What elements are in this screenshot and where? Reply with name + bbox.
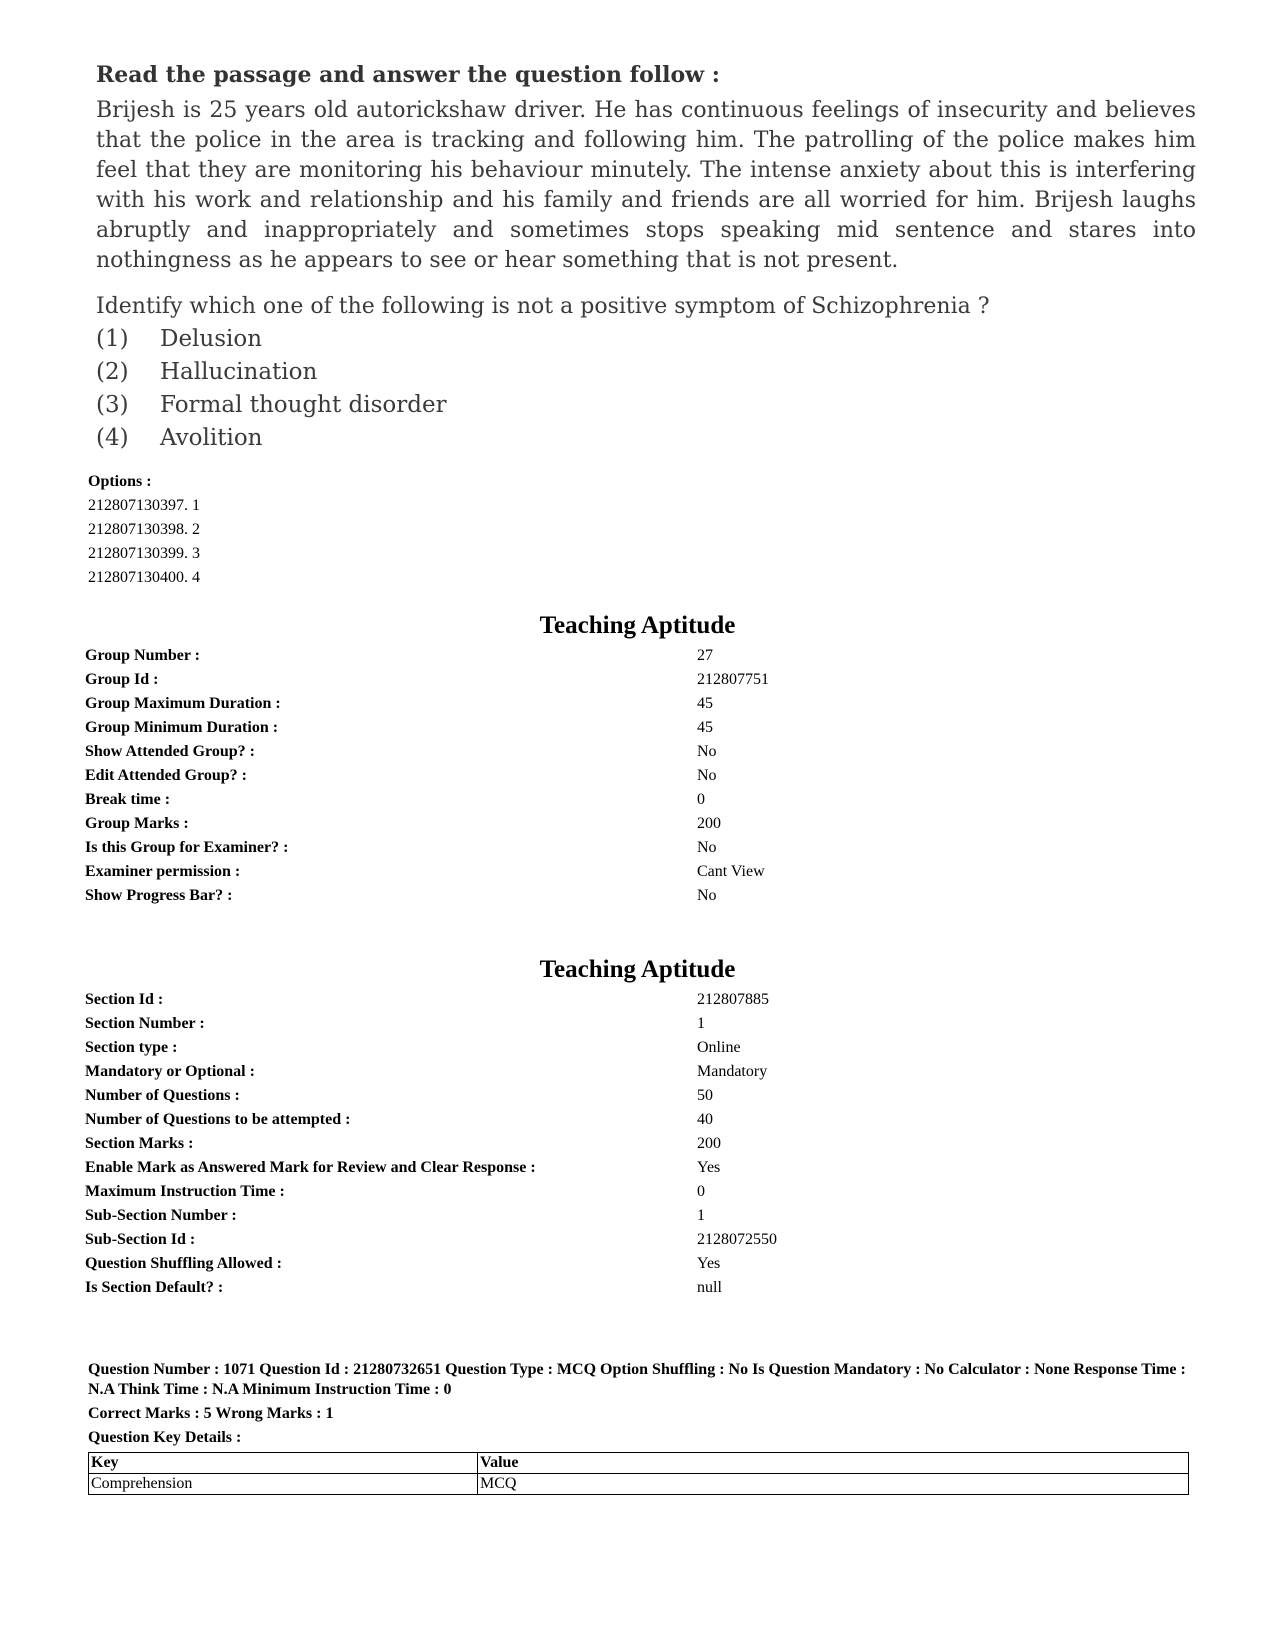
group-key: Show Attended Group? : bbox=[85, 743, 255, 760]
table-header-value: Value bbox=[478, 1453, 1189, 1474]
section-row bbox=[85, 1036, 1185, 1060]
choice-number: (3) bbox=[96, 392, 129, 418]
section-row bbox=[85, 1012, 1185, 1036]
section-row bbox=[85, 1108, 1185, 1132]
group-value: 45 bbox=[697, 695, 713, 712]
options-title: Options : bbox=[88, 473, 152, 490]
question-marks: Correct Marks : 5 Wrong Marks : 1 bbox=[88, 1405, 334, 1422]
choice-number: (4) bbox=[96, 425, 129, 451]
group-value: 200 bbox=[697, 815, 721, 832]
group-row bbox=[85, 788, 1185, 812]
choice-text: Delusion bbox=[160, 326, 263, 352]
passage-text: Brijesh is 25 years old autorickshaw driver. He has continuous feelings of insecurity and believes that the police in the area is tracking and following him. The patrolling of the police makes him feel that they are monitoring his behaviour minutely. The intense anxiety about this is interfering with his work and relationship and his family and friends are all worried for him. Brijesh laughs abruptly and inappropriately and sometimes stops speaking mid sentence and stares into nothingness as he appears to see or hear something that is not present. bbox=[96, 98, 1196, 273]
section-value: null bbox=[697, 1279, 722, 1296]
group-row bbox=[85, 764, 1185, 788]
section-row bbox=[85, 1252, 1185, 1276]
question-key-heading: Question Key Details : bbox=[88, 1429, 242, 1446]
question-key-table bbox=[88, 1452, 1189, 1495]
option-item: 212807130398. 2 bbox=[88, 521, 200, 538]
group-row bbox=[85, 692, 1185, 716]
group-value: No bbox=[697, 887, 717, 904]
section-key: Number of Questions to be attempted : bbox=[85, 1111, 351, 1128]
table-header-row bbox=[89, 1453, 1189, 1474]
section-key: Question Shuffling Allowed : bbox=[85, 1255, 282, 1272]
group-value: 212807751 bbox=[697, 671, 769, 688]
group-value: No bbox=[697, 839, 717, 856]
group-row bbox=[85, 716, 1185, 740]
question-meta: Question Number : 1071 Question Id : 21280732651 Question Type : MCQ Option Shuffling : No Is Question Mandatory : No Calculator : None Response Time : N.A Think Time : N.A Minimum Instruction Time : 0 bbox=[88, 1361, 1186, 1398]
section-value: Yes bbox=[697, 1255, 721, 1272]
section-row bbox=[85, 1156, 1185, 1180]
question-info bbox=[88, 1360, 1198, 1452]
section-key: Sub-Section Number : bbox=[85, 1207, 237, 1224]
section-value: 50 bbox=[697, 1087, 713, 1104]
group-key: Break time : bbox=[85, 791, 171, 808]
section-row bbox=[85, 1204, 1185, 1228]
group-value: Cant View bbox=[697, 863, 765, 880]
section-row bbox=[85, 1084, 1185, 1108]
group-row bbox=[85, 644, 1185, 668]
group-row bbox=[85, 836, 1185, 860]
group-value: No bbox=[697, 743, 717, 760]
section-value: Online bbox=[697, 1039, 741, 1056]
section-row bbox=[85, 988, 1185, 1012]
section-key: Enable Mark as Answered Mark for Review and Clear Response : bbox=[85, 1159, 536, 1176]
group-key: Examiner permission : bbox=[85, 863, 241, 880]
group-value: 45 bbox=[697, 719, 713, 736]
section-row bbox=[85, 1132, 1185, 1156]
passage-question: Identify which one of the following is not a positive symptom of Schizophrenia ? bbox=[96, 294, 990, 319]
choice-item bbox=[96, 356, 1196, 389]
section-value: Yes bbox=[697, 1159, 721, 1176]
option-item: 212807130400. 4 bbox=[88, 569, 200, 586]
option-item: 212807130397. 1 bbox=[88, 497, 200, 514]
section-value: 0 bbox=[697, 1183, 705, 1200]
section-key: Sub-Section Id : bbox=[85, 1231, 196, 1248]
table-header-key: Key bbox=[89, 1453, 478, 1474]
choice-item bbox=[96, 422, 1196, 455]
group-title: Teaching Aptitude bbox=[539, 612, 736, 639]
section-value: 2128072550 bbox=[697, 1231, 777, 1248]
choice-number: (2) bbox=[96, 359, 129, 385]
section-value: Mandatory bbox=[697, 1063, 768, 1080]
group-row bbox=[85, 812, 1185, 836]
options-list bbox=[88, 470, 200, 590]
section-key: Section Id : bbox=[85, 991, 164, 1008]
section-row bbox=[85, 1228, 1185, 1252]
section-details bbox=[85, 988, 1185, 1300]
section-value: 1 bbox=[697, 1207, 705, 1224]
section-value: 212807885 bbox=[697, 991, 769, 1008]
section-key: Section Number : bbox=[85, 1015, 205, 1032]
section-key: Section Marks : bbox=[85, 1135, 194, 1152]
choice-item bbox=[96, 389, 1196, 422]
section-value: 40 bbox=[697, 1111, 713, 1128]
section-key: Section type : bbox=[85, 1039, 178, 1056]
group-key: Group Id : bbox=[85, 671, 159, 688]
section-value: 200 bbox=[697, 1135, 721, 1152]
group-key: Edit Attended Group? : bbox=[85, 767, 247, 784]
choice-number: (1) bbox=[96, 326, 129, 352]
group-key: Group Maximum Duration : bbox=[85, 695, 281, 712]
section-title: Teaching Aptitude bbox=[539, 956, 736, 983]
section-row bbox=[85, 1060, 1185, 1084]
section-key: Is Section Default? : bbox=[85, 1279, 224, 1296]
group-key: Is this Group for Examiner? : bbox=[85, 839, 289, 856]
passage-block bbox=[96, 62, 1196, 455]
passage-heading: Read the passage and answer the question follow : bbox=[96, 62, 720, 88]
group-value: 0 bbox=[697, 791, 705, 808]
table-cell-value: MCQ bbox=[478, 1474, 1189, 1495]
group-row bbox=[85, 860, 1185, 884]
table-cell-key: Comprehension bbox=[89, 1474, 478, 1495]
choice-text: Hallucination bbox=[160, 359, 318, 385]
table-row bbox=[89, 1474, 1189, 1495]
option-item: 212807130399. 3 bbox=[88, 545, 200, 562]
choice-item bbox=[96, 323, 1196, 356]
section-key: Number of Questions : bbox=[85, 1087, 240, 1104]
section-value: 1 bbox=[697, 1015, 705, 1032]
group-row bbox=[85, 668, 1185, 692]
group-key: Group Marks : bbox=[85, 815, 189, 832]
group-value: 27 bbox=[697, 647, 713, 664]
group-value: No bbox=[697, 767, 717, 784]
section-key: Mandatory or Optional : bbox=[85, 1063, 255, 1080]
group-details bbox=[85, 644, 1185, 908]
group-key: Group Minimum Duration : bbox=[85, 719, 279, 736]
group-row bbox=[85, 884, 1185, 908]
section-key: Maximum Instruction Time : bbox=[85, 1183, 285, 1200]
group-row bbox=[85, 740, 1185, 764]
group-key: Group Number : bbox=[85, 647, 200, 664]
choice-text: Formal thought disorder bbox=[160, 392, 447, 418]
section-row bbox=[85, 1276, 1185, 1300]
choice-text: Avolition bbox=[160, 425, 263, 451]
group-key: Show Progress Bar? : bbox=[85, 887, 233, 904]
section-row bbox=[85, 1180, 1185, 1204]
